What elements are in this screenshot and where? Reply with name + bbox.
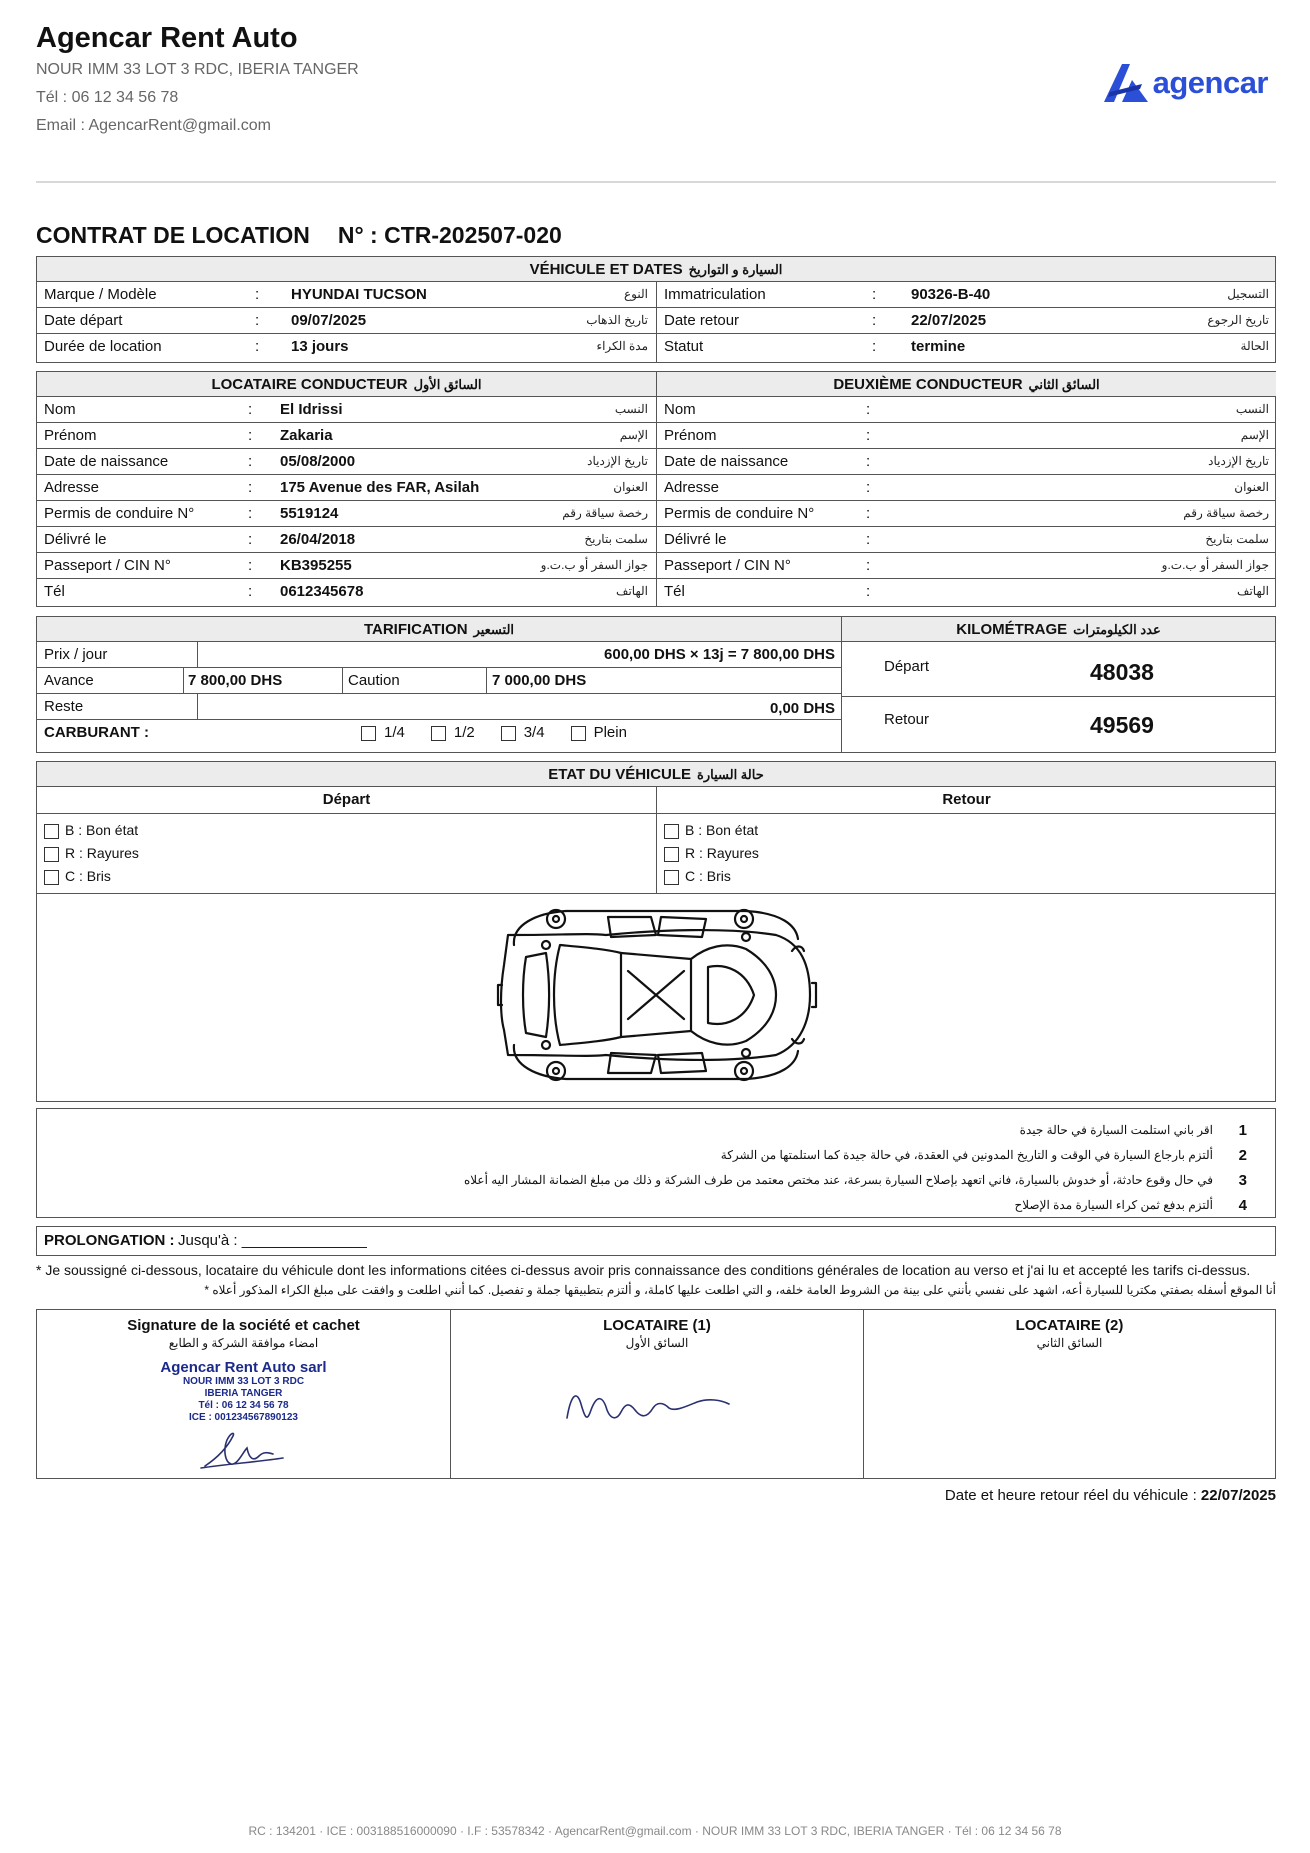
stamp-line-2: IBERIA TANGER bbox=[204, 1388, 283, 1399]
loc2-subtitle: السائق الثاني bbox=[1036, 1336, 1103, 1350]
tarif-reste-row bbox=[37, 694, 841, 720]
vehicle-field-value: 09/07/2025 bbox=[291, 312, 367, 329]
driver1-field-label-ar: سلمت بتاريخ bbox=[584, 532, 648, 546]
reste-value: 0,00 DHS bbox=[769, 700, 835, 717]
driver-row bbox=[37, 527, 1275, 553]
company-name: Agencar Rent Auto bbox=[36, 22, 298, 54]
condition-text: في حال وقوع حادثة، أو خدوش بالسيارة، فاني اتعهد بإصلاح السيارة بسرعة، عند مختص معتمد من طرف الشركة و ذلك من مبلغ الضمانة المشار اليه أعلاه bbox=[463, 1173, 1213, 1187]
conditions-list bbox=[37, 1118, 1275, 1218]
driver1-field-label: Date de naissance bbox=[44, 453, 169, 470]
vehicle-field-label: Date retour bbox=[664, 312, 740, 329]
etat-depart-header: Départ bbox=[37, 787, 656, 814]
caution-divider-right bbox=[486, 668, 487, 693]
tarification-title-ar: التسعير bbox=[473, 622, 515, 637]
tarification-header bbox=[37, 617, 841, 642]
etat-checkbox[interactable] bbox=[664, 870, 679, 885]
carburant-label: CARBURANT : bbox=[44, 724, 149, 741]
vehicle-field-colon: : bbox=[255, 312, 260, 329]
page-footer: RC : 134201 · ICE : 003188516000090 · I.F : 53578342 · AgencarRent@gmail.com · NOUR IMM 33 LOT 3 RDC, IBERIA TANGER · Tél : 06 12 34 56 78 bbox=[248, 1824, 1062, 1838]
km-retour-row bbox=[842, 697, 1275, 751]
vehicle-field-label-ar: الحالة bbox=[1240, 339, 1269, 353]
etat-title: ETAT DU VÉHICULE bbox=[548, 766, 692, 783]
primary-driver-header bbox=[37, 372, 656, 397]
fuel-checkbox[interactable] bbox=[431, 726, 446, 741]
driver2-field-colon: : bbox=[866, 531, 871, 548]
driver2-field-label-ar: الهاتف bbox=[1237, 584, 1269, 598]
driver2-field-value[interactable] bbox=[887, 501, 1187, 526]
company-signature-box[interactable] bbox=[37, 1310, 450, 1478]
caution-label: Caution bbox=[348, 672, 400, 689]
fuel-option[interactable] bbox=[431, 720, 475, 745]
driver-row bbox=[37, 449, 1275, 475]
fuel-checkbox[interactable] bbox=[361, 726, 376, 741]
fuel-checkbox[interactable] bbox=[571, 726, 586, 741]
condition-text: اقر باني استلمت السيارة في حالة جيدة bbox=[1019, 1123, 1213, 1137]
tarif-prix-row bbox=[37, 642, 841, 668]
vehicle-rows bbox=[37, 282, 1275, 360]
driver-row bbox=[37, 397, 1275, 423]
driver2-field-value[interactable] bbox=[887, 579, 1187, 604]
vehicle-field-label-ar: تاريخ الرجوع bbox=[1207, 313, 1269, 327]
fuel-option-label: Plein bbox=[593, 724, 627, 741]
etat-section bbox=[36, 761, 1276, 894]
condition-number: 3 bbox=[1238, 1172, 1247, 1189]
driver1-field-label-ar: جواز السفر أو ب.ت.و bbox=[540, 558, 648, 572]
driver2-field-label-ar: تاريخ الإزدياد bbox=[1208, 454, 1269, 468]
vehicle-field-colon: : bbox=[255, 338, 260, 355]
etat-retour-header: Retour bbox=[657, 787, 1276, 814]
etat-depart-options bbox=[37, 819, 656, 888]
etat-title-ar: حالة السيارة bbox=[697, 767, 764, 782]
etat-option-label: C : Bris bbox=[65, 868, 111, 884]
driver-row bbox=[37, 501, 1275, 527]
avance-value: 7 800,00 DHS bbox=[188, 672, 283, 689]
etat-option-label: B : Bon état bbox=[65, 822, 139, 838]
vehicle-field-label: Statut bbox=[664, 338, 704, 355]
etat-option-label: C : Bris bbox=[685, 868, 731, 884]
etat-checkbox[interactable] bbox=[664, 847, 679, 862]
signatures-section bbox=[36, 1309, 1276, 1479]
vehicle-field-value: 90326-B-40 bbox=[911, 286, 991, 303]
driver1-field-label: Passeport / CIN N° bbox=[44, 557, 171, 574]
carburant-row bbox=[37, 720, 841, 746]
driver1-field-colon: : bbox=[248, 427, 253, 444]
condition-item bbox=[37, 1118, 1275, 1143]
header-divider bbox=[36, 181, 1276, 183]
kilometrage-title: KILOMÉTRAGE bbox=[956, 621, 1068, 638]
driver1-field-label: Permis de conduire N° bbox=[44, 505, 195, 522]
vehicle-field-label: Marque / Modèle bbox=[44, 286, 157, 303]
driver1-field-value[interactable]: 175 Avenue des FAR, Asilah bbox=[280, 479, 480, 496]
driver2-field-label-ar: النسب bbox=[1235, 402, 1269, 416]
fuel-options bbox=[361, 720, 653, 745]
driver1-field-colon: : bbox=[248, 531, 253, 548]
driver1-field-value[interactable]: 26/04/2018 bbox=[280, 531, 356, 548]
return-info-label: Date et heure retour réel du véhicule : bbox=[944, 1487, 1197, 1504]
etat-option-label: R : Rayures bbox=[685, 845, 759, 861]
stamp-line-1: NOUR IMM 33 LOT 3 RDC bbox=[182, 1376, 305, 1387]
driver1-field-value[interactable]: 05/08/2000 bbox=[280, 453, 356, 470]
driver1-field-colon: : bbox=[248, 583, 253, 600]
condition-item bbox=[37, 1143, 1275, 1168]
driver1-field-colon: : bbox=[248, 401, 253, 418]
etat-option[interactable] bbox=[37, 842, 656, 865]
vehicle-dates-title-ar: السيارة و التواريخ bbox=[688, 262, 783, 277]
stamp-line-4: ICE : 001234567890123 bbox=[189, 1412, 298, 1423]
driver2-field-value[interactable] bbox=[887, 527, 1187, 552]
driver1-field-label: Tél bbox=[44, 583, 65, 600]
driver1-field-label: Prénom bbox=[44, 427, 97, 444]
fuel-option-label: 1/4 bbox=[384, 724, 405, 741]
km-depart-value: 48038 bbox=[1090, 659, 1154, 685]
km-retour-label: Retour bbox=[884, 711, 930, 728]
driver2-field-value[interactable] bbox=[887, 397, 1187, 422]
driver1-field-label: Nom bbox=[44, 401, 76, 418]
locataire2-signature-box[interactable] bbox=[864, 1310, 1275, 1478]
secondary-driver-title: DEUXIÈME CONDUCTEUR bbox=[833, 376, 1023, 393]
locataire1-signature-box[interactable] bbox=[451, 1310, 863, 1478]
driver1-field-label: Adresse bbox=[44, 479, 100, 496]
driver1-field-label-ar: النسب bbox=[614, 402, 648, 416]
vehicle-field-colon: : bbox=[872, 312, 877, 329]
caution-value: 7 000,00 DHS bbox=[492, 672, 587, 689]
stamp-name: Agencar Rent Auto sarl bbox=[160, 1359, 327, 1376]
secondary-driver-title-ar: السائق الثاني bbox=[1028, 377, 1100, 392]
contract-title bbox=[36, 222, 562, 249]
km-retour-value: 49569 bbox=[1090, 712, 1154, 738]
driver2-field-label-ar: الإسم bbox=[1240, 428, 1269, 442]
driver1-field-label: Délivré le bbox=[44, 531, 107, 548]
vehicle-field-colon: : bbox=[872, 286, 877, 303]
etat-option[interactable] bbox=[657, 819, 1276, 842]
vehicle-field-value: HYUNDAI TUCSON bbox=[291, 286, 427, 303]
tarification-section bbox=[36, 616, 842, 753]
contract-title-text: CONTRAT DE LOCATION bbox=[36, 222, 310, 248]
driver1-field-colon: : bbox=[248, 479, 253, 496]
tarification-title: TARIFICATION bbox=[363, 621, 468, 638]
loc1-subtitle: السائق الأول bbox=[625, 1336, 689, 1350]
vehicle-field-label-ar: التسجيل bbox=[1227, 287, 1269, 301]
driver2-field-label: Permis de conduire N° bbox=[664, 505, 815, 522]
kilometrage-header bbox=[842, 617, 1275, 642]
vehicle-field-colon: : bbox=[255, 286, 260, 303]
driver-row bbox=[37, 579, 1275, 605]
agencar-logo-icon bbox=[1102, 62, 1150, 104]
driver-row bbox=[37, 475, 1275, 501]
condition-text: ألتزم بارجاع السيارة في الوقت و التاريخ المدونين في العقدة، في حالة جيدة كما استلمتها من الشركة bbox=[720, 1148, 1213, 1162]
declaration-ar: أنا الموقع أسفله بصفتي مكتريا للسيارة أعه، اشهد على نفسي بأنني على بينة من الشروط العامة خلفه، و التي اطلعت عليها كاملة، و ألتزم بتطبيقها جملة و تفصيل. كما أنني اطلعت و وافقت على مبلغ الكراء المذكور أعلاه * bbox=[204, 1283, 1276, 1297]
primary-driver-title: LOCATAIRE CONDUCTEUR bbox=[211, 376, 408, 393]
driver-row bbox=[37, 553, 1275, 579]
prolongation-label: PROLONGATION : bbox=[44, 1232, 175, 1249]
vehicle-row bbox=[37, 282, 1275, 308]
vehicle-field-value: 22/07/2025 bbox=[911, 312, 987, 329]
fuel-checkbox[interactable] bbox=[501, 726, 516, 741]
etat-option-label: R : Rayures bbox=[65, 845, 139, 861]
company-sig-title: Signature de la société et cachet bbox=[127, 1317, 360, 1334]
conditions-section bbox=[36, 1108, 1276, 1218]
company-sig-subtitle: امضاء موافقة الشركة و الطابع bbox=[168, 1336, 319, 1350]
driver2-field-label: Adresse bbox=[664, 479, 720, 496]
avance-divider bbox=[183, 668, 184, 693]
driver2-field-value[interactable] bbox=[887, 423, 1187, 448]
condition-number: 1 bbox=[1238, 1122, 1247, 1139]
etat-checkbox[interactable] bbox=[664, 824, 679, 839]
caution-divider-left bbox=[342, 668, 343, 693]
driver2-field-label-ar: رخصة سياقة رقم bbox=[1183, 506, 1269, 520]
driver2-field-colon: : bbox=[866, 583, 871, 600]
condition-number: 2 bbox=[1238, 1147, 1247, 1164]
return-info-value: 22/07/2025 bbox=[1200, 1487, 1276, 1504]
vehicle-dates-title: VÉHICULE ET DATES bbox=[529, 261, 683, 278]
driver-row bbox=[37, 423, 1275, 449]
vehicle-field-colon: : bbox=[872, 338, 877, 355]
company-signature-scribble bbox=[197, 1428, 287, 1472]
driver2-field-label-ar: العنوان bbox=[1234, 480, 1269, 494]
prolongation-field[interactable]: Jusqu'à : _______________ bbox=[178, 1232, 367, 1249]
driver1-field-label-ar: العنوان bbox=[613, 480, 648, 494]
loc2-title: LOCATAIRE (2) bbox=[1015, 1317, 1124, 1334]
driver2-field-value[interactable] bbox=[887, 553, 1187, 578]
etat-checkbox[interactable] bbox=[44, 870, 59, 885]
avance-label: Avance bbox=[44, 672, 94, 689]
driver1-field-label-ar: رخصة سياقة رقم bbox=[562, 506, 648, 520]
vehicle-dates-header bbox=[37, 257, 1275, 282]
etat-checkbox[interactable] bbox=[44, 847, 59, 862]
tarif-avance-row bbox=[37, 668, 841, 694]
fuel-option[interactable] bbox=[361, 720, 405, 745]
fuel-option[interactable] bbox=[571, 720, 627, 745]
driver2-field-label: Nom bbox=[664, 401, 696, 418]
vehicle-field-label: Durée de location bbox=[44, 338, 162, 355]
etat-header bbox=[37, 762, 1275, 787]
vehicle-field-label-ar: مدة الكراء bbox=[596, 339, 648, 353]
etat-option[interactable] bbox=[657, 842, 1276, 865]
driver2-field-label: Prénom bbox=[664, 427, 717, 444]
vehicle-field-value: termine bbox=[911, 338, 966, 355]
etat-checkbox[interactable] bbox=[44, 824, 59, 839]
loc1-title: LOCATAIRE (1) bbox=[603, 1317, 711, 1334]
condition-number: 4 bbox=[1238, 1197, 1247, 1214]
driver1-field-value[interactable]: Zakaria bbox=[280, 427, 333, 444]
vehicle-field-label: Immatriculation bbox=[664, 286, 766, 303]
company-email: Email : AgencarRent@gmail.com bbox=[36, 117, 271, 134]
etat-option[interactable] bbox=[37, 819, 656, 842]
driver1-field-colon: : bbox=[248, 505, 253, 522]
company-address: NOUR IMM 33 LOT 3 RDC, IBERIA TANGER bbox=[36, 61, 359, 78]
prolongation-section bbox=[36, 1226, 1276, 1256]
etat-option[interactable] bbox=[37, 865, 656, 888]
driver2-field-label-ar: سلمت بتاريخ bbox=[1205, 532, 1269, 546]
vehicle-field-label: Date départ bbox=[44, 312, 123, 329]
driver2-field-colon: : bbox=[866, 557, 871, 574]
driver2-field-colon: : bbox=[866, 453, 871, 470]
driver2-field-colon: : bbox=[866, 401, 871, 418]
driver1-field-colon: : bbox=[248, 557, 253, 574]
vehicle-field-label-ar: تاريخ الذهاب bbox=[586, 313, 648, 327]
driver2-field-label: Passeport / CIN N° bbox=[664, 557, 791, 574]
reste-divider bbox=[197, 694, 198, 719]
etat-retour-options bbox=[657, 819, 1276, 888]
vehicle-field-label-ar: النوع bbox=[624, 287, 648, 301]
driver1-field-value[interactable]: 0612345678 bbox=[280, 583, 364, 600]
km-depart-label: Départ bbox=[884, 658, 930, 675]
declaration-fr: * Je soussigné ci-dessous, locataire du véhicule dont les informations citées ci-dessus avoir pris connaissance des conditions générales de location au verso et j'ai lu et accepté les tarifs ci-dessus. bbox=[36, 1262, 1251, 1278]
company-tel: Tél : 06 12 34 56 78 bbox=[36, 89, 179, 106]
driver1-field-label-ar: الهاتف bbox=[616, 584, 648, 598]
stamp-line-3: Tél : 06 12 34 56 78 bbox=[198, 1400, 289, 1411]
locataire1-signature-scribble bbox=[563, 1384, 733, 1434]
driver1-field-value[interactable]: El Idrissi bbox=[280, 401, 343, 418]
driver1-field-colon: : bbox=[248, 453, 253, 470]
driver2-field-colon: : bbox=[866, 505, 871, 522]
vehicle-row bbox=[37, 334, 1275, 360]
driver2-field-label: Date de naissance bbox=[664, 453, 789, 470]
prix-label: Prix / jour bbox=[44, 646, 108, 663]
driver1-field-label-ar: تاريخ الإزدياد bbox=[587, 454, 648, 468]
logo-text: agencar bbox=[1152, 65, 1268, 100]
car-damage-diagram[interactable] bbox=[496, 905, 826, 1085]
return-info bbox=[945, 1487, 1276, 1504]
condition-item bbox=[37, 1168, 1275, 1193]
driver2-field-colon: : bbox=[866, 479, 871, 496]
fuel-option-label: 3/4 bbox=[523, 724, 545, 741]
fuel-option-label: 1/2 bbox=[453, 724, 475, 741]
driver1-field-label-ar: الإسم bbox=[619, 428, 648, 442]
driver2-field-label: Délivré le bbox=[664, 531, 727, 548]
driver2-field-label-ar: جواز السفر أو ب.ت.و bbox=[1161, 558, 1269, 572]
condition-item bbox=[37, 1193, 1275, 1218]
prix-value: 600,00 DHS × 13j = 7 800,00 DHS bbox=[604, 646, 835, 663]
driver2-field-value[interactable] bbox=[887, 475, 1187, 500]
km-depart-row bbox=[842, 642, 1275, 697]
contract-number: N° : CTR-202507-020 bbox=[337, 222, 562, 248]
vehicle-dates-section bbox=[36, 256, 1276, 363]
kilometrage-section bbox=[841, 616, 1276, 753]
company-logo bbox=[1102, 62, 1268, 104]
secondary-driver-header bbox=[657, 372, 1276, 397]
driver2-field-value[interactable] bbox=[887, 449, 1187, 474]
driver-rows bbox=[37, 397, 1275, 605]
fuel-option[interactable] bbox=[501, 720, 545, 745]
vehicle-field-value: 13 jours bbox=[291, 338, 349, 355]
driver1-field-value[interactable]: 5519124 bbox=[280, 505, 339, 522]
etat-option[interactable] bbox=[657, 865, 1276, 888]
drivers-section bbox=[36, 371, 1276, 607]
driver1-field-value[interactable]: KB395255 bbox=[280, 557, 352, 574]
car-diagram-section bbox=[36, 893, 1276, 1102]
driver2-field-label: Tél bbox=[664, 583, 685, 600]
reste-label: Reste bbox=[44, 698, 84, 715]
vehicle-row bbox=[37, 308, 1275, 334]
primary-driver-title-ar: السائق الأول bbox=[413, 377, 482, 392]
prix-divider bbox=[197, 642, 198, 667]
etat-option-label: B : Bon état bbox=[685, 822, 759, 838]
driver2-field-colon: : bbox=[866, 427, 871, 444]
condition-text: ألتزم بدفع ثمن كراء السيارة مدة الإصلاح bbox=[1014, 1198, 1213, 1212]
kilometrage-title-ar: عدد الكيلومترات bbox=[1073, 622, 1161, 637]
